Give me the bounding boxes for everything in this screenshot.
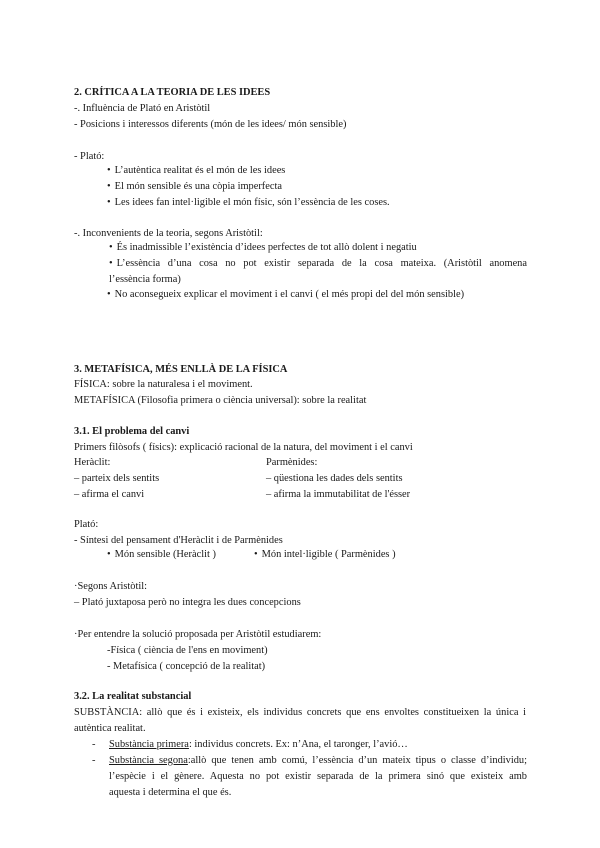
text-line: METAFÍSICA (Filosofia primera o ciència universal): sobre la realitat: [74, 395, 367, 406]
bullet-item: • Les idees fan intel·ligible el món físic, són l’essència de les coses.: [107, 195, 390, 211]
substancia-segona-line: [109, 753, 527, 769]
substancia-primera-line: [109, 737, 408, 753]
text-line: FÍSICA: sobre la naturalesa i el moviment.: [74, 379, 253, 390]
segons-label: ·Segons Aristòtil:: [74, 581, 148, 592]
text-line: autèntica realitat.: [74, 723, 146, 734]
dash-marker: -: [92, 755, 96, 766]
substancia-primera-term: Substància primera: [109, 739, 189, 750]
dash-marker: -: [92, 739, 96, 750]
section-2-heading: 2. CRÍTICA A LA TEORIA DE LES IDEES: [74, 87, 271, 98]
substancia-primera-text: : individus concrets. Ex: n’Ana, el taronger, l’avió…: [188, 739, 408, 750]
bullet-item: • No aconsegueix explicar el moviment i el canvi ( el més propi del del món sensible): [107, 287, 464, 303]
text-line: -. Influència de Plató en Aristòtil: [74, 103, 211, 114]
bullet-item: • L’essència d’una cosa no pot existir separada de la cosa mateixa. (Aristòtil anomena: [109, 256, 527, 272]
inconvenients-label: -. Inconvenients de la teoria, segons Aristòtil:: [74, 228, 263, 239]
subsection-3-2-heading: 3.2. La realitat substancial: [74, 691, 192, 702]
text-line: - Posicions i interessos diferents (món de les idees/ món sensible): [74, 119, 347, 130]
text-line: SUBSTÀNCIA: allò que és i existeix, els individus concrets que ens envoltes constitueixen la única i: [74, 707, 526, 718]
bullet-continuation: l’essència forma): [109, 274, 181, 285]
bullet-item: • L’autèntica realitat és el món de les idees: [107, 163, 285, 179]
text-line: aquesta i determina el que és.: [109, 787, 232, 798]
substancia-segona-term: Substància segona: [109, 755, 188, 766]
bullet-item: • Món sensible (Heràclit ): [107, 547, 216, 563]
list-item: - Metafísica ( concepció de la realitat): [107, 661, 266, 672]
plato-label: Plató:: [74, 519, 99, 530]
parmenides-label: Parmènides:: [266, 457, 318, 468]
list-item: -Física ( ciència de l'ens en moviment): [107, 645, 268, 656]
parmenides-item: – qüestiona les dades dels sentits: [266, 473, 403, 484]
plato-label: - Plató:: [74, 151, 105, 162]
text-line: Primers filòsofs ( físics): explicació racional de la natura, del moviment i el canvi: [74, 442, 413, 453]
text-line: – Plató juxtaposa però no integra les dues concepcions: [74, 597, 301, 608]
heraclit-item: – parteix dels sentits: [74, 473, 160, 484]
section-3-heading: 3. METAFÍSICA, MÉS ENLLÀ DE LA FÍSICA: [74, 364, 288, 375]
heraclit-item: – afirma el canvi: [74, 489, 145, 500]
heraclit-label: Heràclit:: [74, 457, 111, 468]
subsection-3-1-heading: 3.1. El problema del canvi: [74, 426, 190, 437]
bullet-item: • Món intel·ligible ( Parmènides ): [254, 547, 396, 563]
parmenides-item: – afirma la immutabilitat de l'ésser: [266, 489, 411, 500]
bullet-item: • El món sensible és una còpia imperfecta: [107, 179, 282, 195]
text-line: ·Per entendre la solució proposada per Aristòtil estudiarem:: [74, 629, 322, 640]
substancia-segona-text: :allò que tenen amb comú, l’essència d’un mateix tipus o classe d’individu;: [187, 755, 528, 766]
text-line: - Síntesi del pensament d'Heràclit i de Parmènides: [74, 535, 283, 546]
bullet-item: • És inadmissible l’existència d’idees perfectes de tot allò dolent i negatiu: [109, 240, 417, 256]
text-line: l’espècie i el gènere. Aquesta no pot existir separada de la primera sinó que existeix amb: [109, 771, 527, 782]
